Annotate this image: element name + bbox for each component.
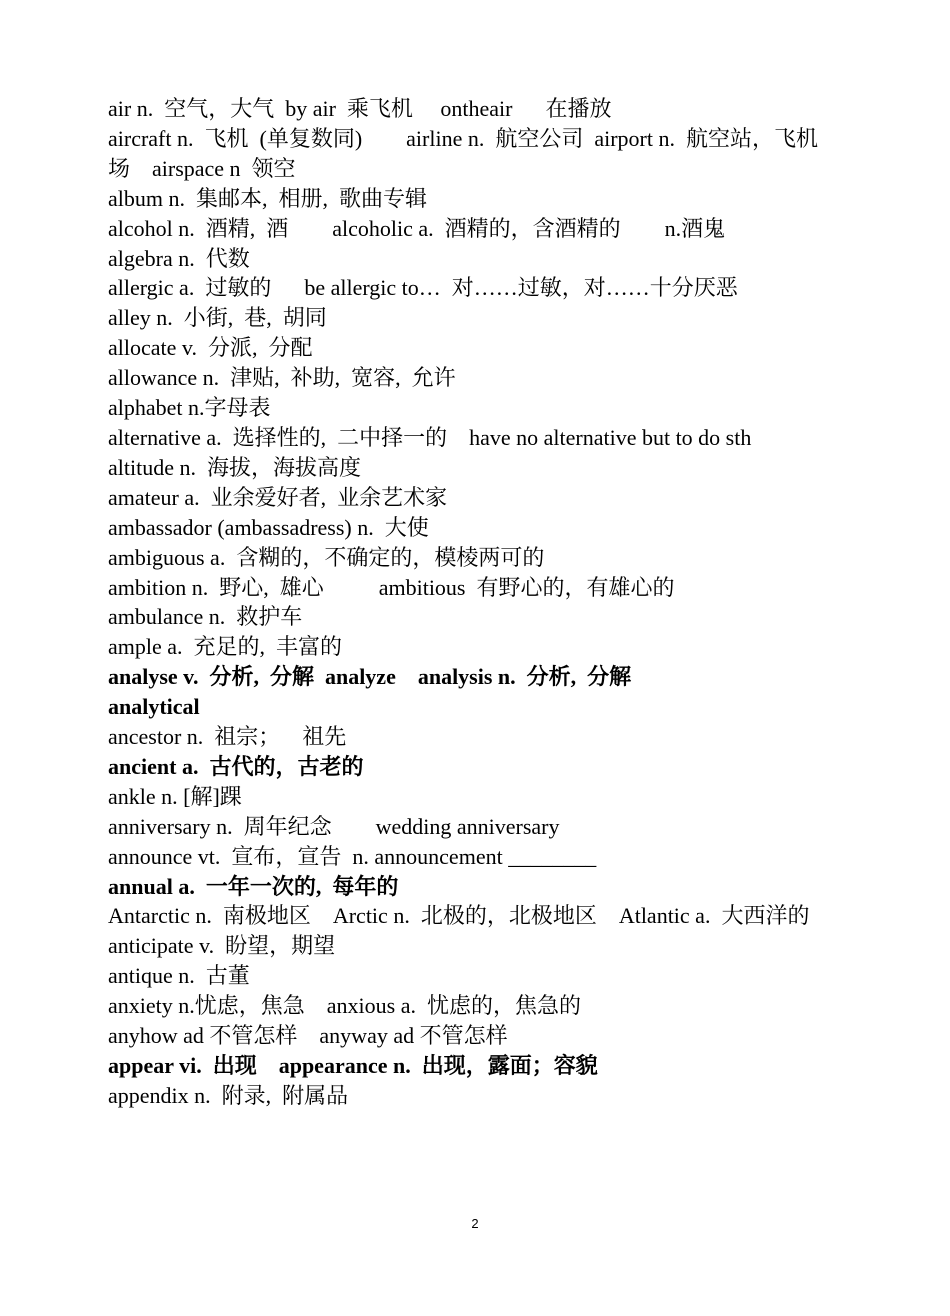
vocabulary-entry: allowance n. 津贴, 补助, 宽容, 允许 [108,365,456,391]
vocabulary-entry: anyhow ad 不管怎样 anyway ad 不管怎样 [108,1023,508,1049]
vocabulary-entry: ambassador (ambassadress) n. 大使 [108,514,429,540]
vocabulary-entry: alcohol n. 酒精, 酒 alcoholic a. 酒精的，含酒精的 n.酒鬼 [108,215,726,241]
vocabulary-entry: ancestor n. 祖宗； 祖先 [108,724,347,750]
vocabulary-entry: antique n. 古董 [108,963,250,989]
vocabulary-entry: anticipate v. 盼望，期望 [108,933,336,959]
vocabulary-entry: aircraft n. 飞机 (单复数同) airline n. 航空公司 airport n. 航空站，飞机场 airspace n 领空 [108,125,818,181]
vocabulary-entry: announce vt. 宣布，宣告 n. announcement ________ [108,843,597,869]
vocabulary-entry: algebra n. 代数 [108,245,250,271]
vocabulary-entry: alley n. 小街, 巷, 胡同 [108,305,327,331]
vocabulary-entry: appendix n. 附录, 附属品 [108,1082,349,1108]
vocabulary-list [108,94,838,1111]
vocabulary-entry: allergic a. 过敏的 be allergic to… 对……过敏，对……十分厌恶 [108,275,738,301]
page-number: 2 [471,1216,479,1231]
vocabulary-entry: album n. 集邮本, 相册, 歌曲专辑 [108,185,427,211]
vocabulary-entry: allocate v. 分派, 分配 [108,335,313,361]
vocabulary-entry: ancient a. 古代的，古老的 [108,753,364,779]
vocabulary-entry: appear vi. 出现 appearance n. 出现，露面；容貌 [108,1053,598,1078]
vocabulary-entry: anniversary n. 周年纪念 wedding anniversary [108,813,560,839]
vocabulary-entry: analyse v. 分析, 分解 analyze analysis n. 分析, 分解 [108,664,632,690]
vocabulary-entry: annual a. 一年一次的, 每年的 [108,873,399,899]
vocabulary-entry: altitude n. 海拔，海拔高度 [108,454,361,480]
vocabulary-entry: Antarctic n. 南极地区 Arctic n. 北极的，北极地区 Atlantic a. 大西洋的 [108,903,810,929]
vocabulary-entry: amateur a. 业余爱好者, 业余艺术家 [108,484,448,510]
vocabulary-entry: anxiety n.忧虑，焦急 anxious a. 忧虑的，焦急的 [108,993,581,1019]
vocabulary-entry: ankle n. [解]踝 [108,783,242,809]
vocabulary-entry: air n. 空气，大气 by air 乘飞机 ontheair 在播放 [108,96,612,121]
vocabulary-entry: ambulance n. 救护车 [108,604,303,630]
vocabulary-entry: alternative a. 选择性的, 二中择一的 have no alternative but to do sth [108,424,752,450]
vocabulary-entry: ambition n. 野心, 雄心 ambitious 有野心的，有雄心的 [108,574,675,600]
vocabulary-entry: ample a. 充足的, 丰富的 [108,634,343,660]
vocabulary-entry: ambiguous a. 含糊的，不确定的，模棱两可的 [108,544,545,570]
vocabulary-entry: analytical [108,694,200,720]
vocabulary-entry: alphabet n.字母表 [108,395,271,421]
